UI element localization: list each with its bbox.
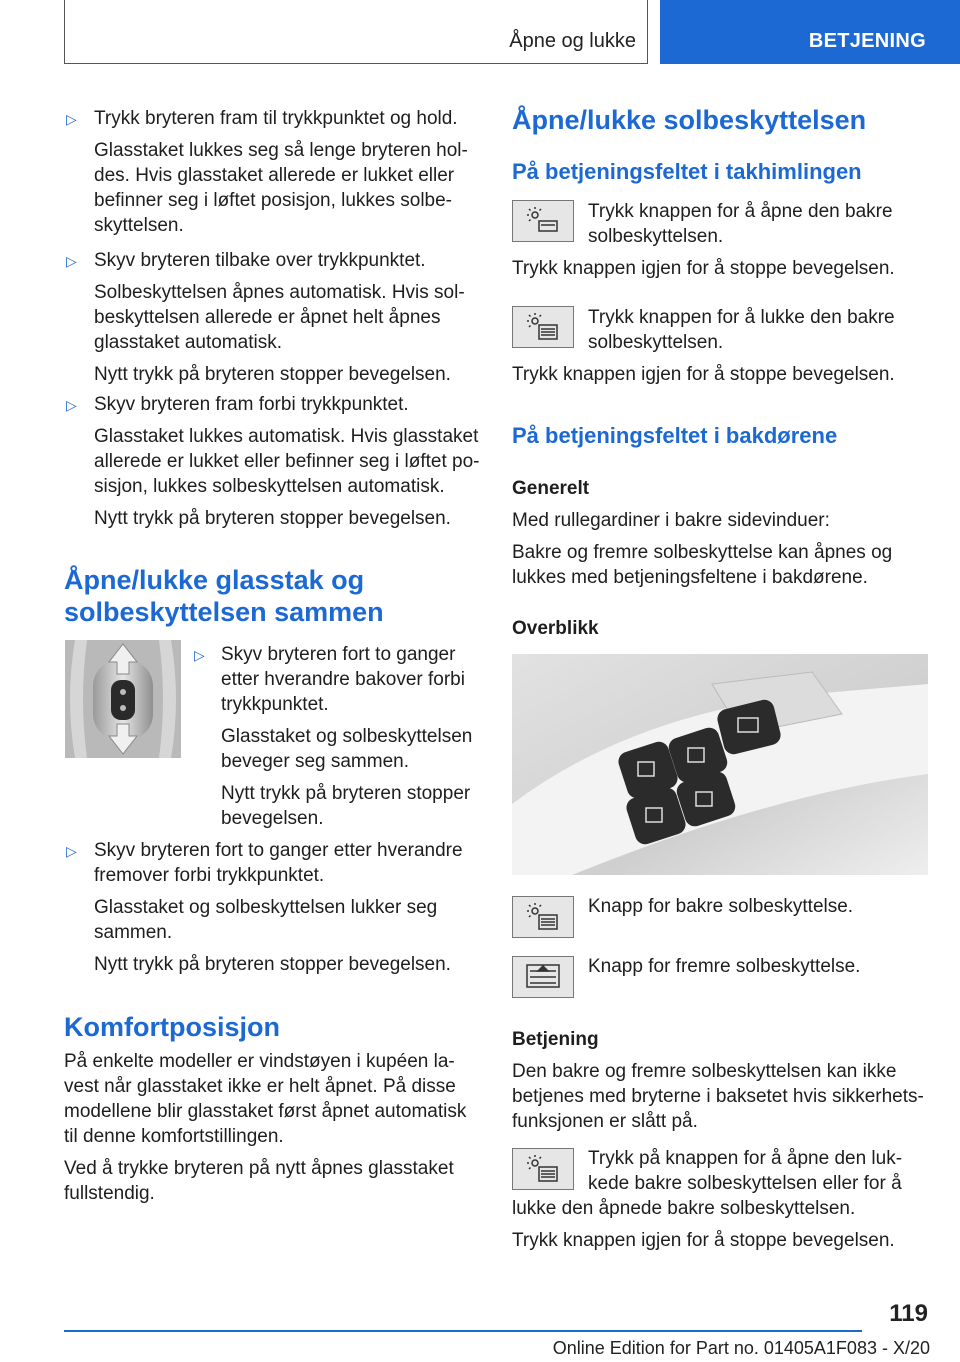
paragraph-line: modellene blir glasstaket først åpnet automatisk bbox=[64, 1101, 467, 1122]
paragraph-line: Glasstaket lukkes automatisk. Hvis glasstaket bbox=[94, 426, 479, 447]
paragraph-line: funksjonen er slått på. bbox=[512, 1111, 698, 1132]
paragraph-line: Solbeskyttelsen åpnes automatisk. Hvis sol- bbox=[94, 282, 465, 303]
paragraph-line: Nytt trykk på bryteren stopper bbox=[221, 783, 471, 804]
paragraph-line: Med rullegardiner i bakre sidevinduer: bbox=[512, 510, 830, 531]
subsection-heading: På betjeningsfeltet i takhimlingen bbox=[512, 159, 862, 184]
section-heading: Åpne/lukke glasstak og bbox=[64, 565, 365, 595]
bullet-triangle-icon: ▷ bbox=[66, 253, 77, 269]
paragraph-line: beskyttelsen allerede er åpnet helt åpnes bbox=[94, 307, 441, 328]
paragraph-line: Glasstaket lukkes seg så lenge bryteren hol- bbox=[94, 140, 468, 161]
paragraph-line: des. Hvis glasstaket allerede er lukket eller bbox=[94, 165, 455, 186]
paragraph-line: Glasstaket og solbeskyttelsen bbox=[221, 726, 473, 747]
paragraph-line: Den bakre og fremre solbeskyttelsen kan ikke bbox=[512, 1061, 897, 1082]
header-tab[interactable] bbox=[660, 0, 960, 64]
paragraph-line: kede bakre solbeskyttelsen eller for å bbox=[588, 1173, 902, 1194]
paragraph-line: solbeskyttelsen. bbox=[588, 226, 724, 247]
sunblind-toggle-button-icon bbox=[512, 1148, 574, 1190]
paragraph-line: Trykk knappen igjen for å stoppe bevegelsen. bbox=[512, 364, 895, 385]
paragraph-line: befinner seg i løftet posisjon, lukkes solbe- bbox=[94, 190, 453, 211]
roof-switch-illustration bbox=[65, 640, 181, 758]
bullet-text: Skyv bryteren tilbake over trykkpunktet. bbox=[94, 250, 426, 271]
front-sunblind-button-icon bbox=[512, 956, 574, 998]
bullet-text: trykkpunktet. bbox=[221, 694, 329, 715]
legend-text: Knapp for bakre solbeskyttelse. bbox=[588, 896, 854, 917]
bullet-text: fremover forbi trykkpunktet. bbox=[94, 865, 325, 886]
paragraph-line: solbeskyttelsen. bbox=[588, 332, 724, 353]
section-heading: solbeskyttelsen sammen bbox=[64, 597, 384, 627]
paragraph-line: Nytt trykk på bryteren stopper bevegelsen. bbox=[94, 508, 451, 529]
bullet-triangle-icon: ▷ bbox=[66, 843, 77, 859]
door-panel-photo bbox=[512, 654, 928, 875]
bullet-text: Skyv bryteren fort to ganger bbox=[221, 644, 456, 665]
paragraph-line: skyttelsen. bbox=[94, 215, 184, 236]
section-heading: Åpne/lukke solbeskyttelsen bbox=[512, 105, 867, 135]
paragraph-line: Nytt trykk på bryteren stopper bevegelsen. bbox=[94, 364, 451, 385]
paragraph-line: Trykk knappen igjen for å stoppe bevegelsen. bbox=[512, 258, 895, 279]
paragraph-line: Glasstaket og solbeskyttelsen lukker seg bbox=[94, 897, 438, 918]
paragraph-line: sisjon, lukkes solbeskyttelsen automatisk. bbox=[94, 476, 445, 497]
paragraph-line: Nytt trykk på bryteren stopper bevegelsen. bbox=[94, 954, 451, 975]
paragraph-line: bevegelsen. bbox=[221, 808, 324, 829]
subsection-heading: På betjeningsfeltet i bakdørene bbox=[512, 423, 838, 448]
legend-text: Knapp for fremre solbeskyttelse. bbox=[588, 956, 861, 977]
paragraph-line: Trykk knappen igjen for å stoppe bevegelsen. bbox=[512, 1230, 895, 1251]
footer-divider bbox=[64, 1330, 862, 1332]
rear-sunblind-button-icon bbox=[512, 896, 574, 938]
minor-heading: Betjening bbox=[512, 1029, 599, 1050]
page-number: 119 bbox=[889, 1300, 928, 1327]
bullet-text: Skyv bryteren fram forbi trykkpunktet. bbox=[94, 394, 409, 415]
bullet-triangle-icon: ▷ bbox=[66, 397, 77, 413]
paragraph-line: vest når glasstaket ikke er helt åpnet. På disse bbox=[64, 1076, 456, 1097]
paragraph-line: glasstaket automatisk. bbox=[94, 332, 282, 353]
paragraph-line: sammen. bbox=[94, 922, 173, 943]
paragraph-line: lukkes med betjeningsfeltene i bakdørene. bbox=[512, 567, 868, 588]
sunblind-rear-button-icon bbox=[512, 200, 574, 242]
paragraph-line: På enkelte modeller er vindstøyen i kupéen la- bbox=[64, 1051, 455, 1072]
paragraph-line: Ved å trykke bryteren på nytt åpnes glasstaket bbox=[64, 1158, 454, 1179]
minor-heading: Overblikk bbox=[512, 618, 599, 639]
paragraph-line: lukke den åpnede bakre solbeskyttelsen. bbox=[512, 1198, 856, 1219]
bullet-text: etter hverandre bakover forbi bbox=[221, 669, 465, 690]
header-tab-label: BETJENING bbox=[808, 30, 926, 52]
paragraph-line: til denne komfortstillingen. bbox=[64, 1126, 284, 1147]
sunblind-rear-close-button-icon bbox=[512, 306, 574, 348]
bullet-triangle-icon: ▷ bbox=[194, 647, 205, 663]
paragraph-line: Trykk på knappen for å åpne den luk- bbox=[588, 1148, 903, 1169]
minor-heading: Generelt bbox=[512, 478, 590, 499]
section-heading: Komfortposisjon bbox=[64, 1012, 280, 1042]
paragraph-line: Bakre og fremre solbeskyttelse kan åpnes og bbox=[512, 542, 893, 563]
paragraph-line: beveger seg sammen. bbox=[221, 751, 409, 772]
bullet-text: Trykk bryteren fram til trykkpunktet og hold. bbox=[94, 108, 458, 129]
paragraph-line: Trykk knappen for å åpne den bakre bbox=[588, 201, 893, 222]
bullet-triangle-icon: ▷ bbox=[66, 111, 77, 127]
paragraph-line: fullstendig. bbox=[64, 1183, 155, 1204]
header-title: Åpne og lukke bbox=[509, 30, 636, 52]
roof-switch-image bbox=[65, 640, 181, 758]
paragraph-line: betjenes med bryterne i baksetet hvis sikkerhets- bbox=[512, 1086, 924, 1107]
paragraph-line: Trykk knappen for å lukke den bakre bbox=[588, 307, 895, 328]
bullet-text: Skyv bryteren fort to ganger etter hverandre bbox=[94, 840, 463, 861]
footer-edition: Online Edition for Part no. 01405A1F083 - X/20 bbox=[552, 1338, 930, 1358]
paragraph-line: allerede er lukket eller befinner seg i løftet po- bbox=[94, 451, 480, 472]
